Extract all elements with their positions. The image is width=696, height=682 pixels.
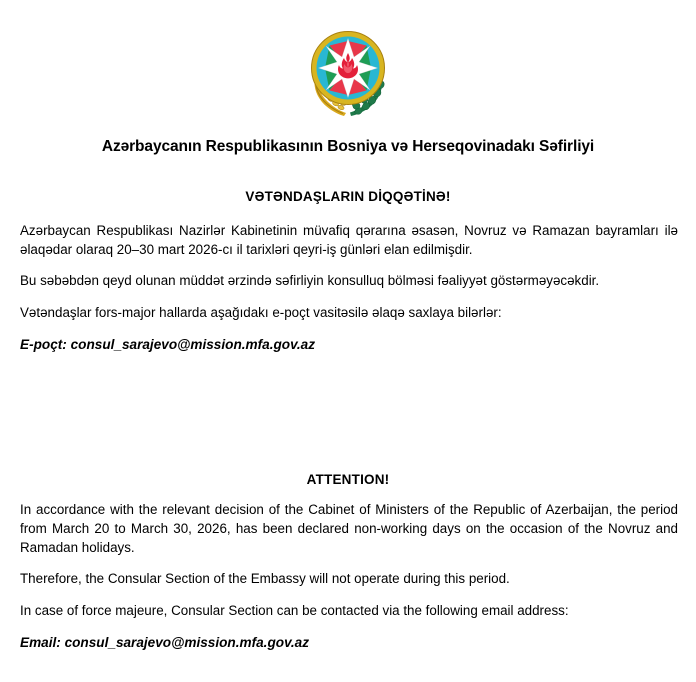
- en-paragraph-2: Therefore, the Consular Section of the Embassy will not operate during this period.: [20, 571, 510, 587]
- az-section-heading: VƏTƏNDAŞLARIN DİQQƏTİNƏ!: [245, 189, 451, 204]
- spacer-az-top: [0, 204, 696, 222]
- emblem-container: [0, 0, 696, 122]
- page-title: Azərbaycanın Respublikasının Bosniya və Herseqovinadakı Səfirliyi: [101, 138, 595, 155]
- az-body-block: [0, 222, 696, 354]
- en-section: [0, 472, 696, 652]
- az-email-line[interactable]: E-poçt: consul_sarajevo@mission.mfa.gov.az: [20, 337, 316, 353]
- az-paragraph-3: Vətəndaşlar fors-major hallarda aşağıdakı e-poçt vasitəsilə əlaqə saxlaya bilərlər:: [20, 304, 502, 320]
- spacer-between-sections: [0, 354, 696, 472]
- az-paragraph-2: Bu səbəbdən qeyd olunan müddət ərzində səfirliyin konsulluq bölməsi fəaliyyət göstərməyəcəkdir.: [20, 273, 600, 289]
- en-email-line[interactable]: Email: consul_sarajevo@mission.mfa.gov.az: [20, 635, 310, 651]
- en-body-block: [0, 501, 696, 652]
- state-emblem-icon: [298, 22, 398, 122]
- en-paragraph-3: In case of force majeure, Consular Section can be contacted via the following email address:: [20, 602, 569, 618]
- spacer-en-head: [0, 487, 696, 501]
- en-paragraph-1: In accordance with the relevant decision of the Cabinet of Ministers of the Republic of Azerbaijan, the period from March 20 to March 30, 2026, has been declared non-working days on the occasion of the Novruz and Ramadan holidays.: [20, 502, 678, 555]
- az-paragraph-1: Azərbaycan Respublikası Nazirlər Kabinetinin müvafiq qərarına əsasən, Novruz və Ramazan bayramları ilə əlaqədar olaraq 20–30 mart 2026-cı il tarixləri qeyri-iş günləri elan edilmişdir.: [20, 223, 678, 257]
- en-section-heading: ATTENTION!: [306, 472, 390, 488]
